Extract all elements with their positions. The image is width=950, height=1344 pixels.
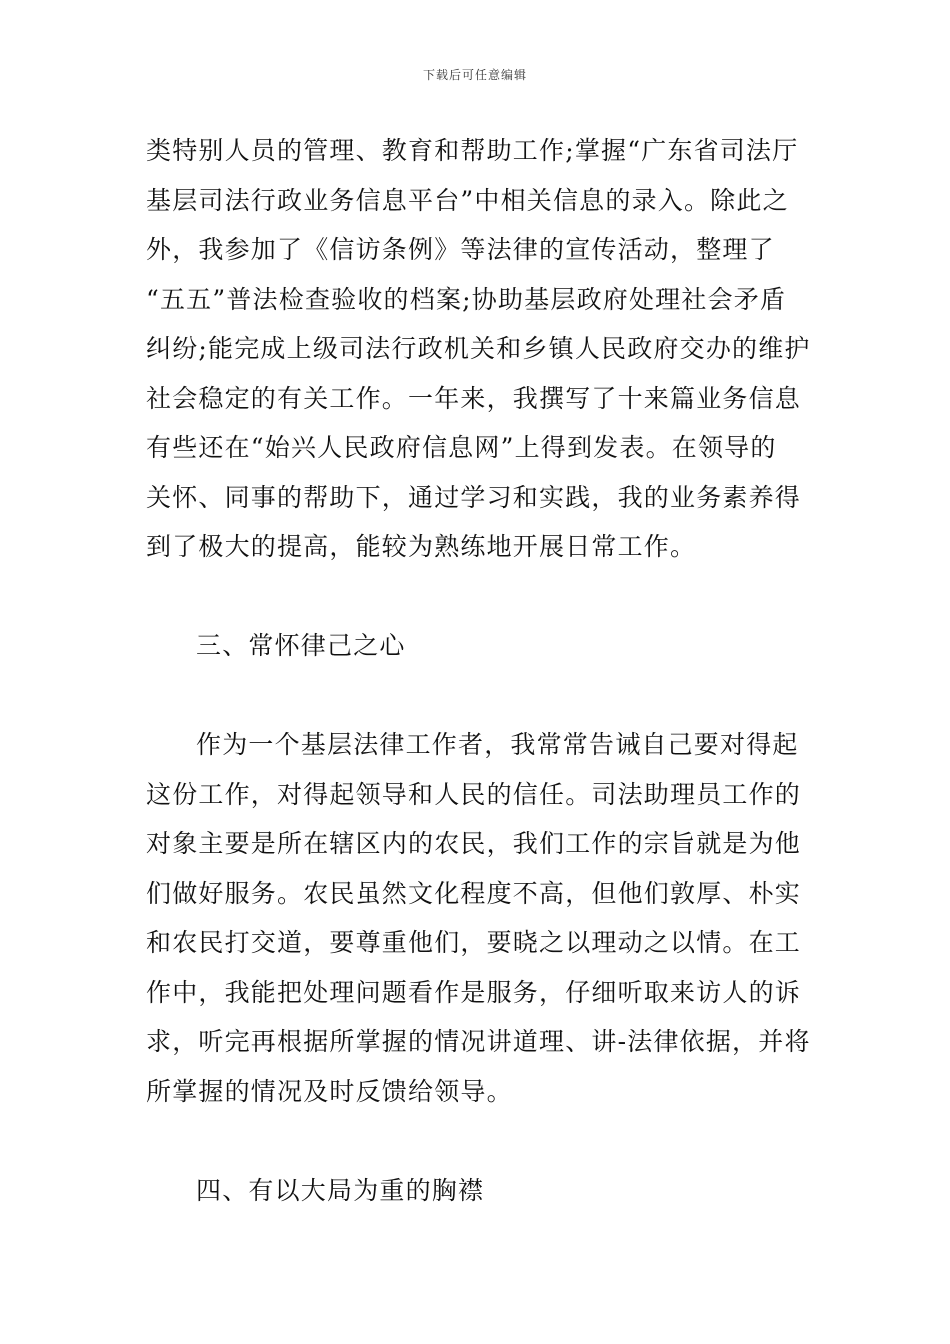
paragraph-gap <box>146 1116 806 1166</box>
paragraph-gap <box>146 671 806 721</box>
paragraph-line: 和农民打交道，要尊重他们，要晓之以理动之以情。在工 <box>146 928 802 957</box>
section-heading-4: 四、有以大局为重的胸襟 <box>196 1175 485 1205</box>
paragraph-line: 类特别人员的管理、教育和帮助工作;掌握“广东省司法厅 <box>146 136 799 165</box>
paragraph-line: 们做好服务。农民虽然文化程度不高，但他们敦厚、朴实 <box>146 878 802 908</box>
paragraph-line: 到了极大的提高，能较为熟练地开展日常工作。 <box>146 532 697 561</box>
paragraph-line: 所掌握的情况及时反馈给领导。 <box>146 1076 513 1106</box>
paragraph-line: 社会稳定的有关工作。一年来，我撰写了十来篇业务信息 <box>146 383 802 413</box>
paragraph-line: 这份工作，对得起领导和人民的信任。司法助理员工作的 <box>146 779 802 809</box>
section-heading-3: 三、常怀律己之心 <box>196 631 406 660</box>
paragraph-line: 外，我参加了《信访条例》等法律的宣传活动，整理了 <box>146 235 775 264</box>
paragraph-line: 纠纷;能完成上级司法行政机关和乡镇人民政府交办的维护 <box>146 334 811 363</box>
paragraph-line: 作为一个基层法律工作者，我常常告诫自己要对得起 <box>196 730 799 759</box>
paragraph-line: 求，听完再根据所掌握的情况讲道理、讲-法律依据，并将 <box>146 1027 811 1056</box>
paragraph-line: “五五”普法检查验收的档案;协助基层政府处理社会矛盾 <box>146 284 787 314</box>
paragraph-line: 作中，我能把处理问题看作是服务，仔细听取来访人的诉 <box>146 977 802 1007</box>
paragraph-line: 对象主要是所在辖区内的农民，我们工作的宗旨就是为他 <box>146 829 802 858</box>
paragraph-line: 基层司法行政业务信息平台”中相关信息的录入。除此之 <box>146 185 789 215</box>
paragraph-gap <box>146 572 806 622</box>
paragraph-line: 有些还在“始兴人民政府信息网”上得到发表。在领导的 <box>146 433 777 462</box>
document-body <box>146 126 811 1215</box>
paragraph-line: 关怀、同事的帮助下，通过学习和实践，我的业务素养得 <box>146 482 802 512</box>
header-note: 下载后可任意编辑 <box>422 68 527 82</box>
